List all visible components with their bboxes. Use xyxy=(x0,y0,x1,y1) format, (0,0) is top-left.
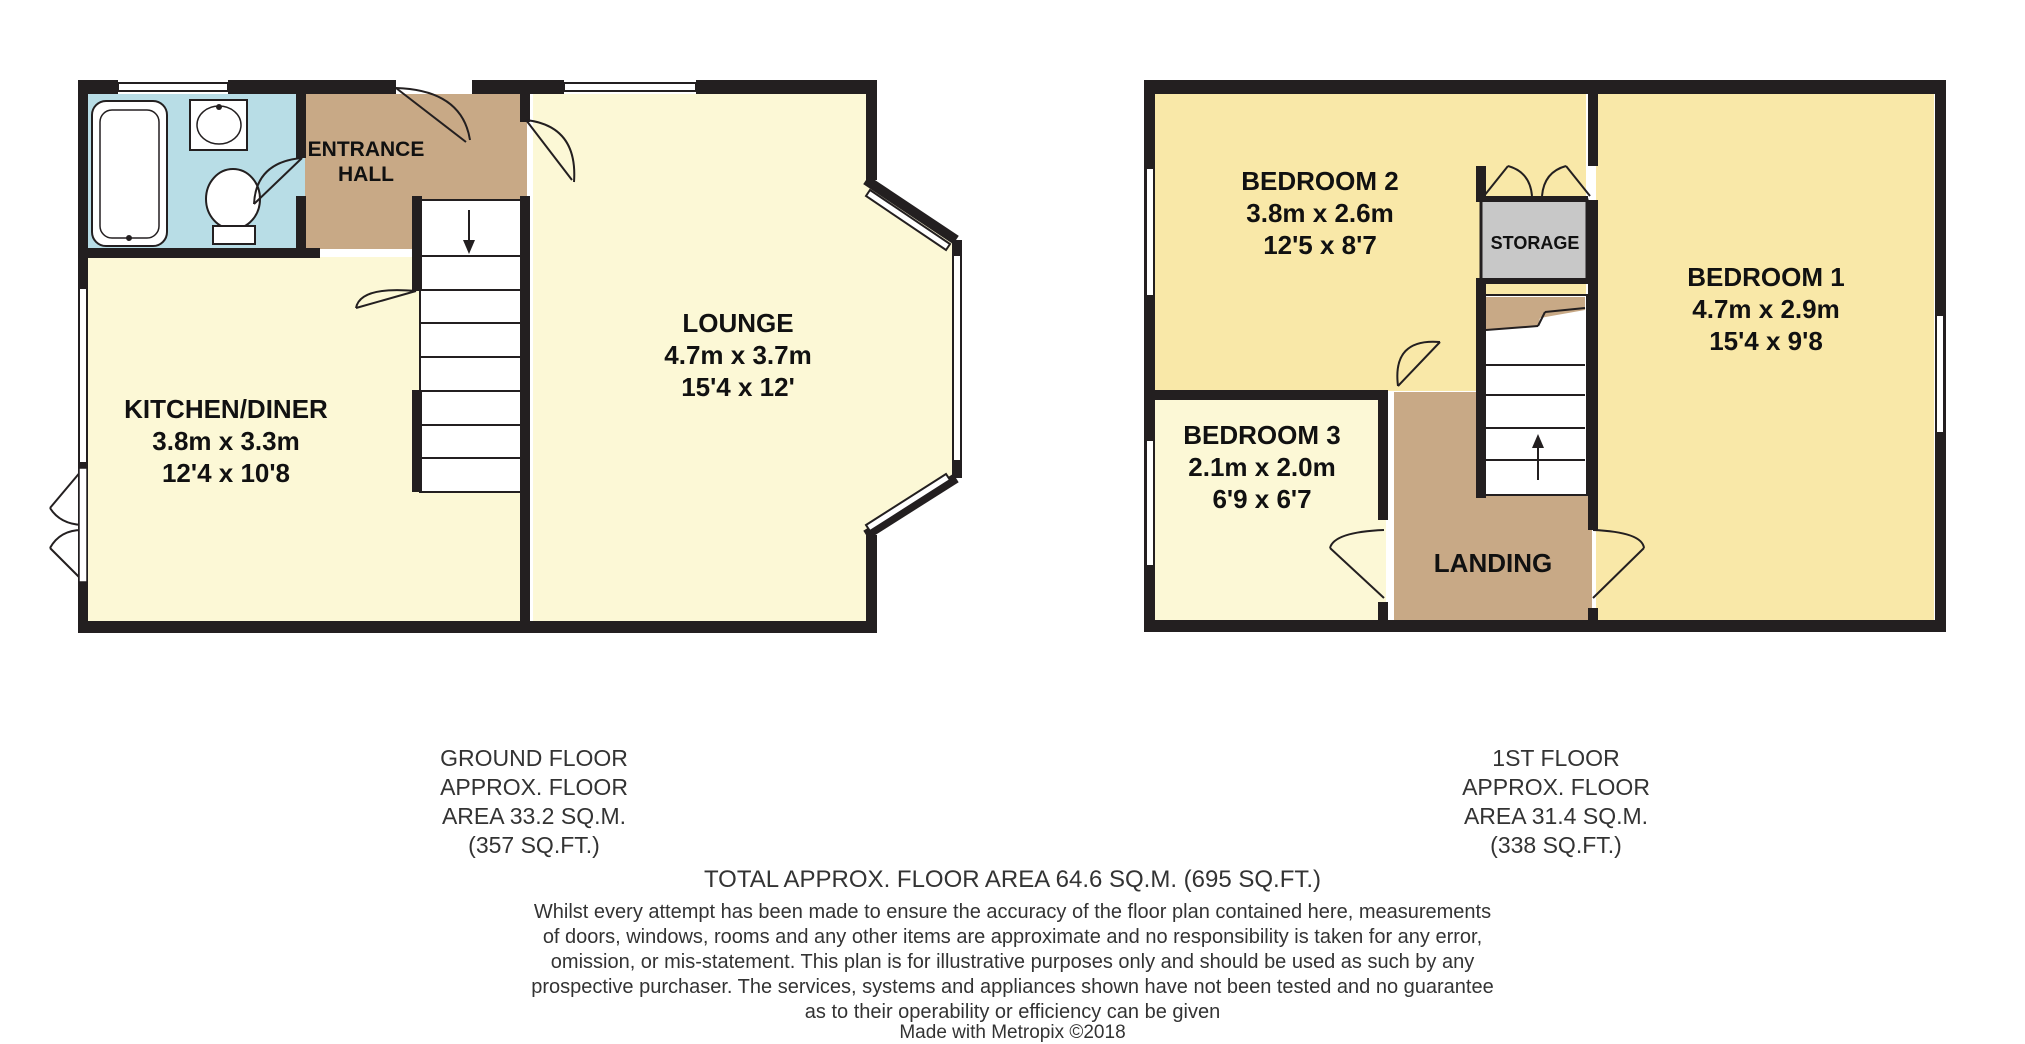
toilet-icon xyxy=(206,169,260,244)
bedroom-3-imperial: 6'9 x 6'7 xyxy=(1212,484,1312,514)
kitchen-diner-label: KITCHEN/DINER xyxy=(124,394,328,424)
kitchen-diner-metric: 3.8m x 3.3m xyxy=(152,426,300,456)
entrance-hall-label-line2: HALL xyxy=(338,163,394,186)
first-floor-stairs xyxy=(1484,295,1587,495)
bedroom-2-imperial: 12'5 x 8'7 xyxy=(1263,230,1377,260)
bedroom-1-imperial: 15'4 x 9'8 xyxy=(1709,326,1823,356)
bedroom-3-label: BEDROOM 3 xyxy=(1183,420,1341,450)
metropix-credit: Made with Metropix ©2018 xyxy=(899,1022,1126,1043)
bedroom-1-floor xyxy=(1596,94,1934,620)
entrance-hall-label-line1: ENTRANCE xyxy=(307,138,425,161)
disclaimer-line5: as to their operability or efficiency can be given xyxy=(804,1001,1221,1023)
lounge-metric: 4.7m x 3.7m xyxy=(664,340,812,370)
disclaimer-line1: Whilst every attempt has been made to ensure the accuracy of the floor plan contained here, measurements xyxy=(533,901,1492,923)
first-floor-plan xyxy=(1144,80,1946,632)
disclaimer-line3: omission, or mis-statement. This plan is for illustrative purposes only and should be used as such by any xyxy=(550,951,1475,973)
ground-floor-stairs xyxy=(420,200,524,492)
storage-label: STORAGE xyxy=(1490,233,1580,253)
first-floor-caption xyxy=(1356,744,1756,860)
lounge-label: LOUNGE xyxy=(682,308,794,338)
bedroom-1-metric: 4.7m x 2.9m xyxy=(1692,294,1840,324)
first-floor-caption-line2: APPROX. FLOOR xyxy=(1462,774,1650,800)
landing-label: LANDING xyxy=(1433,548,1553,578)
ground-floor-plan xyxy=(50,80,962,633)
ground-floor-caption-line2: APPROX. FLOOR xyxy=(440,774,628,800)
basin-icon xyxy=(190,100,247,150)
bedroom-2-metric: 3.8m x 2.6m xyxy=(1246,198,1394,228)
disclaimer-line2: of doors, windows, rooms and any other items are approximate and no responsibility is taken for any error, xyxy=(542,926,1483,948)
kitchen-diner-imperial: 12'4 x 10'8 xyxy=(161,458,291,488)
first-floor-caption-line3: AREA 31.4 SQ.M. xyxy=(1463,803,1649,829)
ground-floor-caption-line1: GROUND FLOOR xyxy=(440,745,628,771)
bedroom-3-metric: 2.1m x 2.0m xyxy=(1188,452,1336,482)
lounge-imperial: 15'4 x 12' xyxy=(681,372,795,402)
bedroom-1-label: BEDROOM 1 xyxy=(1687,262,1845,292)
ground-floor-caption-line3: AREA 33.2 SQ.M. xyxy=(441,803,627,829)
disclaimer xyxy=(0,900,2025,1025)
ground-floor-caption xyxy=(334,744,734,860)
first-floor-caption-line1: 1ST FLOOR xyxy=(1492,745,1620,771)
disclaimer-line4: prospective purchaser. The services, systems and appliances shown have not been tested and no guarantee xyxy=(531,976,1494,998)
first-floor-caption-line4: (338 SQ.FT.) xyxy=(1490,832,1622,858)
bath-icon xyxy=(92,101,167,246)
bedroom-2-label: BEDROOM 2 xyxy=(1241,166,1399,196)
total-floor-area: TOTAL APPROX. FLOOR AREA 64.6 SQ.M. (695 SQ.FT.) xyxy=(703,866,1322,893)
ground-floor-caption-line4: (357 SQ.FT.) xyxy=(468,832,600,858)
